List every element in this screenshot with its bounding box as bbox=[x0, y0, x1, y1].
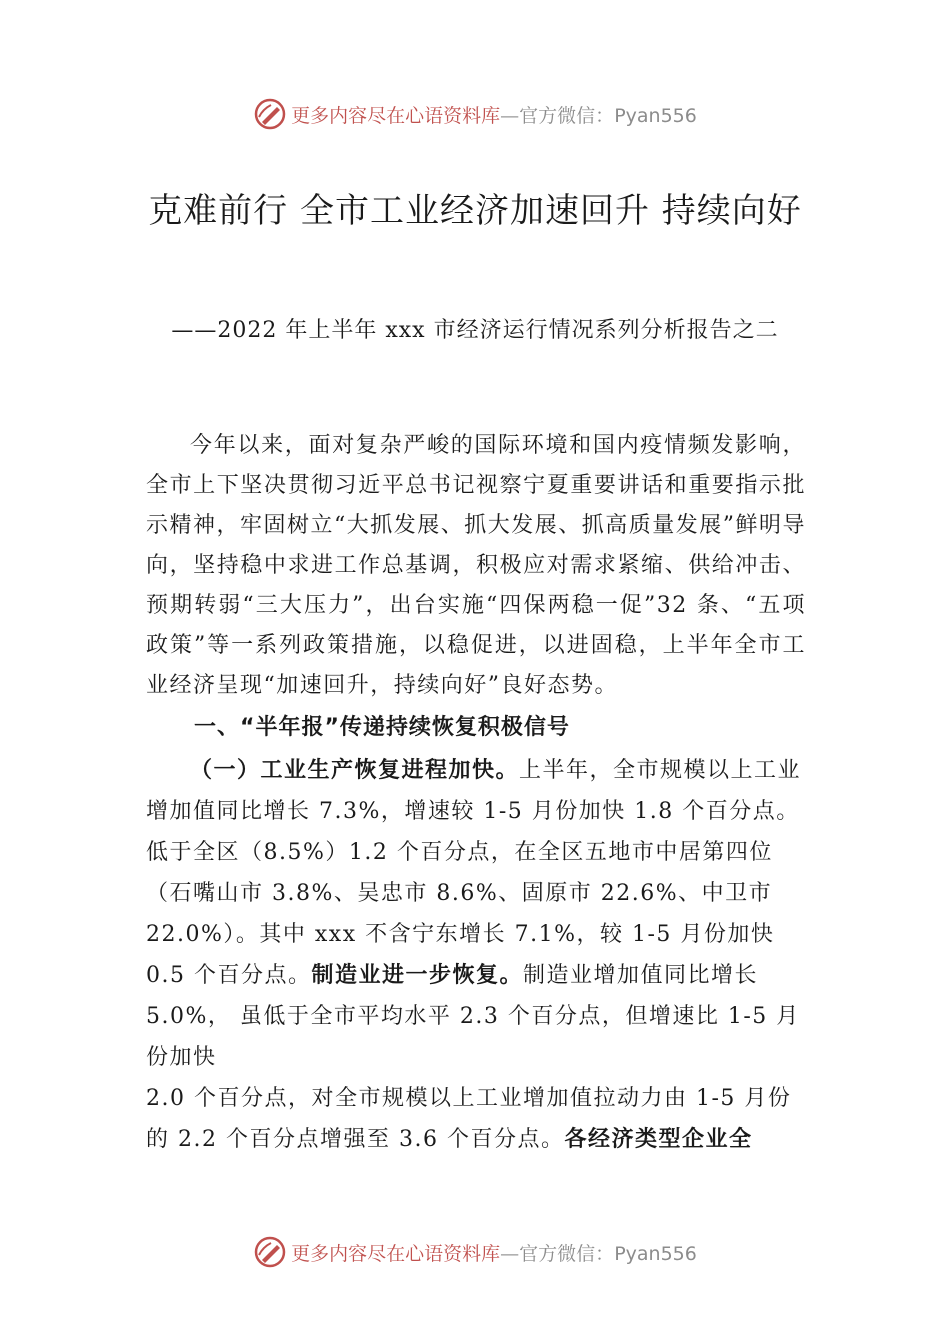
section-1-text-1: 上半年，全市规模以上工业增加值同比增长 7.3%，增速较 1-5 月份加快 1.8 个百分点。低于全区（8.5%）1.2 个百分点，在全区五地市中居第四位（石嘴山市 3.8%、吴忠市 8.6%、固原市 22.6%、中卫市 22.0%）。其中 xxx 不含宁东增长 7.1%，较 1-5 月份加快 0.5 个百分点。 bbox=[146, 758, 802, 988]
document-subtitle: ——2022 年上半年 xxx 市经济运行情况系列分析报告之二 bbox=[171, 318, 779, 343]
watermark-banner-bottom bbox=[0, 1232, 950, 1272]
section-1-text-2b: 2.0 个百分点，对全市规模以上工业增加值拉动力由 1-5 月份的 2.2 个百分点增强至 3.6 个百分点。 bbox=[146, 1086, 792, 1152]
section-heading-1: 一、“半年报”传递持续恢复积极信号 bbox=[194, 715, 570, 740]
section-1-paragraph bbox=[146, 750, 806, 1078]
red-pen-circle-logo-icon bbox=[253, 97, 287, 131]
red-pen-circle-logo-icon bbox=[253, 1235, 287, 1269]
watermark-banner-top bbox=[0, 94, 950, 134]
section-1-lead: （一）工业生产恢复进程加快。 bbox=[190, 758, 520, 783]
section-1-continuation bbox=[146, 1078, 806, 1160]
watermark-text: 更多内容尽在心语资料库—官方微信：Pyan556 bbox=[291, 104, 697, 127]
document-body bbox=[146, 426, 806, 1160]
section-1-text-2a: 制造业增加值同比增长 5.0%， 虽低于全市平均水平 2.3 个百分点，但增速比 1-5 月份加快 bbox=[146, 963, 800, 1070]
section-1-lead-2: 制造业进一步恢复。 bbox=[311, 963, 523, 988]
intro-paragraph: 今年以来，面对复杂严峻的国际环境和国内疫情频发影响，全市上下坚决贯彻习近平总书记视察宁夏重要讲话和重要指示批示精神，牢固树立“大抓发展、抓大发展、抓高质量发展”鲜明导向，坚持稳中求进工作总基调，积极应对需求紧缩、供给冲击、预期转弱“三大压力”，出台实施“四保两稳一促”32 条、“五项政策”等一系列政策措施，以稳促进，以进固稳，上半年全市工业经济呈现“加速回升，持续向好”良好态势。 bbox=[146, 433, 806, 698]
watermark-text: 更多内容尽在心语资料库—官方微信：Pyan556 bbox=[291, 1242, 697, 1265]
document-title: 克难前行 全市工业经济加速回升 持续向好 bbox=[148, 191, 802, 231]
section-1-lead-3: 各经济类型企业全 bbox=[564, 1127, 753, 1152]
